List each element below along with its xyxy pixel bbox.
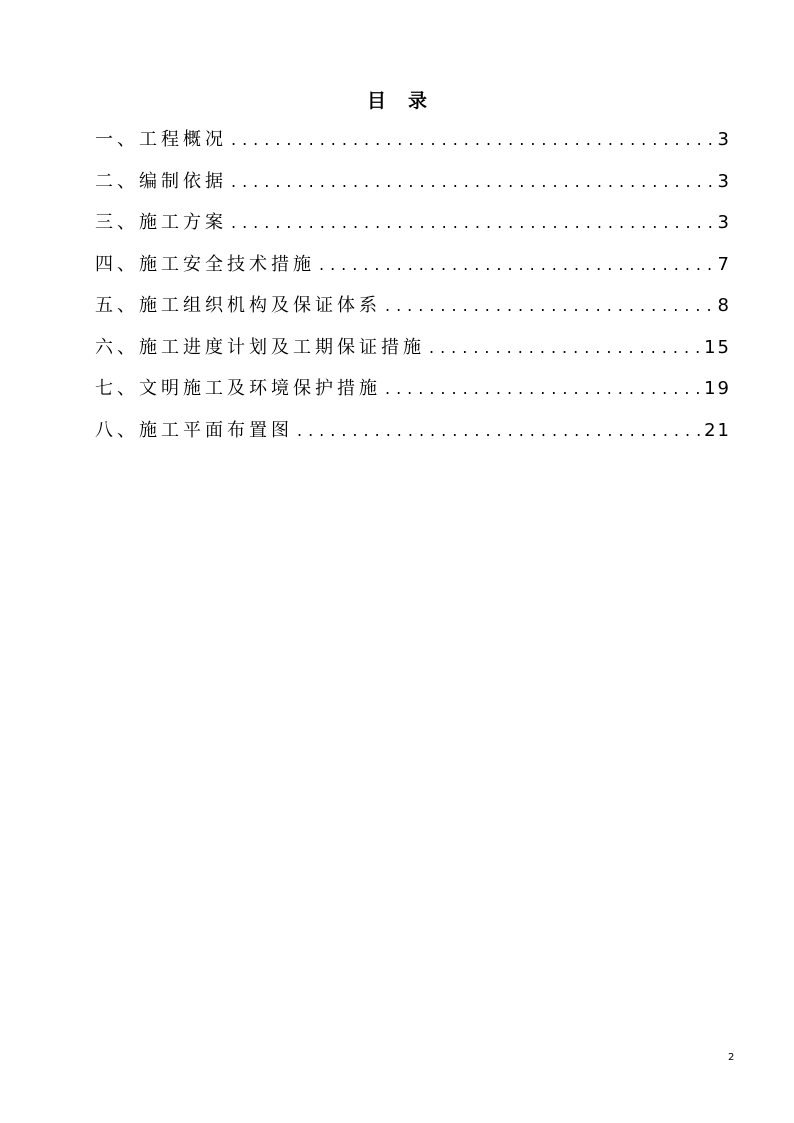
toc-entry-4[interactable] bbox=[95, 251, 731, 293]
toc-entry-number: 七、 bbox=[95, 378, 139, 399]
toc-entry-label: 文明施工及环境保护措施 bbox=[139, 378, 381, 399]
toc-entry-8[interactable] bbox=[95, 417, 731, 459]
toc-leader-dots bbox=[231, 168, 716, 196]
toc-leader-dots bbox=[385, 375, 702, 403]
toc-entry-1[interactable] bbox=[95, 126, 731, 168]
toc-entry-6[interactable] bbox=[95, 334, 731, 376]
toc-entry-page: 3 bbox=[717, 129, 731, 150]
toc-entry-number: 五、 bbox=[95, 295, 139, 316]
toc-entry-2[interactable] bbox=[95, 168, 731, 210]
toc-list bbox=[95, 126, 731, 458]
toc-entry-page: 3 bbox=[717, 212, 731, 233]
toc-entry-label: 施工平面布置图 bbox=[139, 419, 293, 441]
toc-entry-label: 施工组织机构及保证体系 bbox=[139, 295, 381, 316]
toc-entry-3[interactable] bbox=[95, 209, 731, 251]
toc-entry-7[interactable] bbox=[95, 375, 731, 417]
page-number: 2 bbox=[728, 1052, 735, 1063]
toc-leader-dots bbox=[231, 126, 716, 154]
toc-entry-page: 7 bbox=[717, 253, 731, 275]
toc-entry-page: 8 bbox=[717, 295, 731, 316]
toc-leader-dots bbox=[231, 209, 716, 237]
toc-entry-page: 21 bbox=[704, 419, 731, 441]
toc-leader-dots bbox=[429, 334, 702, 362]
toc-title-part1: 目 bbox=[366, 90, 386, 112]
toc-entry-number: 六、 bbox=[95, 336, 139, 358]
toc-entry-5[interactable] bbox=[95, 292, 731, 334]
toc-entry-label: 施工安全技术措施 bbox=[139, 253, 315, 275]
toc-entry-number: 一、 bbox=[95, 129, 139, 150]
toc-title bbox=[0, 86, 794, 113]
toc-entry-number: 二、 bbox=[95, 170, 139, 192]
toc-leader-dots bbox=[297, 417, 702, 445]
toc-entry-label: 施工进度计划及工期保证措施 bbox=[139, 336, 425, 358]
toc-entry-page: 15 bbox=[704, 336, 731, 358]
toc-entry-page: 3 bbox=[717, 170, 731, 192]
toc-entry-number: 八、 bbox=[95, 419, 139, 441]
toc-entry-page: 19 bbox=[704, 378, 731, 399]
toc-leader-dots bbox=[385, 292, 716, 320]
toc-entry-label: 施工方案 bbox=[139, 212, 227, 233]
toc-title-part2: 录 bbox=[408, 90, 428, 112]
toc-leader-dots bbox=[319, 251, 716, 279]
toc-entry-number: 四、 bbox=[95, 253, 139, 275]
toc-entry-label: 工程概况 bbox=[139, 129, 227, 150]
toc-entry-number: 三、 bbox=[95, 212, 139, 233]
toc-entry-label: 编制依据 bbox=[139, 170, 227, 192]
